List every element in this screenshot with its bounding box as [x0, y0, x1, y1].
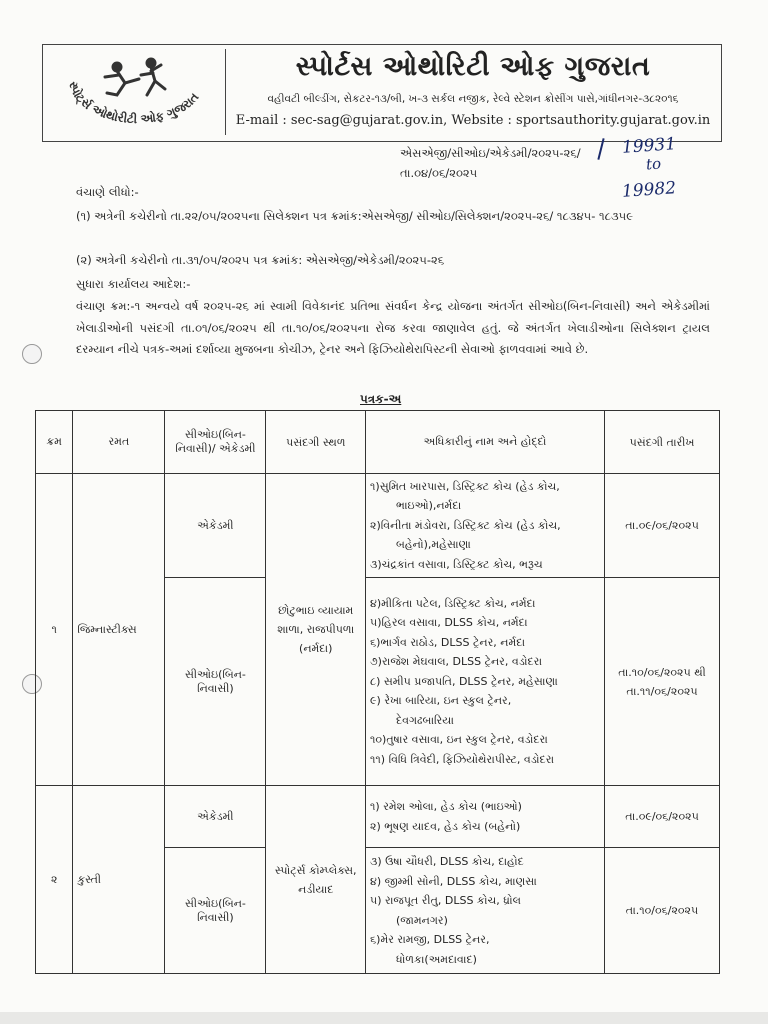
- officer-line: ૧૦)તુષાર વસાવા, ઇન સ્કુલ ટ્રેનર, વડોદરા: [370, 733, 548, 747]
- row-type-academy: એકેડમી: [165, 474, 266, 578]
- officer-line: ૪) જીમ્મી સોની, DLSS કોચ, માણસા: [370, 874, 537, 888]
- table-row: [36, 786, 720, 848]
- header-officers: અધિકારીનું નામ અને હોદ્દો: [366, 411, 605, 474]
- org-name: સ્પોર્ટસ ઓથોરિટી ઓફ ગુજરાત: [295, 51, 651, 82]
- svg-text:સ્પોર્ટ્સ ઓથોરીટી ઓફ ગુજરાત: [66, 80, 201, 126]
- row-sport: જિમ્નાસ્ટીક્સ: [73, 474, 165, 786]
- row-officers: [366, 474, 605, 578]
- logo: [47, 49, 226, 135]
- officer-line: ભાઇઓ),નર્મદા: [396, 499, 462, 513]
- order-title: સુધારા કાર્યાલય આદેશ:-: [76, 277, 191, 291]
- officer-line: ૩) ઉષા ચૌધરી, DLSS કોચ, દાહોદ: [370, 855, 524, 868]
- table-header-row: [36, 411, 720, 474]
- officer-line: ૩)ચંદ્રકાંત વસાવા, ડિસ્ટ્રિક્ટ કોચ, ભરૂચ: [370, 557, 543, 571]
- header-date: પસંદગી તારીખ: [605, 411, 720, 474]
- row-officers: [366, 578, 605, 786]
- annex-title: પત્રક-અ: [360, 392, 402, 406]
- handwritten-to: to: [645, 154, 662, 174]
- row-type-coe: સીઓઇ(બિન-નિવાસી): [165, 578, 266, 786]
- letterhead: [42, 44, 722, 142]
- row-date: તા.૧૦/૦૬/૨૦૨૫: [605, 848, 720, 974]
- read-item-2: (૨) અત્રેની કચેરીનો તા.૩૧/૦૫/૨૦૨૫ પત્ર ક્રમાંક: એસએજી/એકેડમી/૨૦૨૫-૨૬: [76, 253, 445, 267]
- officer-line: (જામનગર): [396, 913, 448, 927]
- officer-line: ૨)વિનીતા મંડોવરા, ડિસ્ટ્રિક્ટ કોચ (હેડ કોચ,: [370, 518, 561, 532]
- officer-line: બહેનો),મહેસાણા: [396, 538, 471, 552]
- reference-number: એસએજી/સીઓઇ/એકેડમી/૨૦૨૫-૨૬/: [400, 146, 581, 160]
- row-date: તા.૧૦/૦૬/૨૦૨૫ થી તા.૧૧/૦૬/૨૦૨૫: [605, 578, 720, 786]
- row-venue: સ્પોર્ટ્સ કોમ્પ્લેક્સ, નડીયાદ: [266, 786, 366, 974]
- read-title: વંચાણે લીધો:-: [76, 185, 139, 199]
- officer-line: ૯) રેખા બારિયા, ઇન સ્કુલ ટ્રેનર,: [370, 694, 512, 708]
- org-contact: E-mail : sec-sag@gujarat.gov.in, Website : sportsauthority.gujarat.gov.in: [235, 113, 711, 128]
- reference-date: તા.૦૪/૦૬/૨૦૨૫: [400, 166, 478, 180]
- row-serial: ૧: [36, 474, 73, 786]
- officer-line: ૭)રાજેશ મેઘવાલ, DLSS ટ્રેનર, વડોદરા: [370, 655, 543, 669]
- officers-table: [35, 410, 720, 974]
- officer-line: ૬)મેર રામજી, DLSS ટ્રેનર,: [370, 933, 490, 946]
- page-edge: [0, 1012, 768, 1024]
- officer-line: ૧)સુમિત ખારપાસ, ડિસ્ટ્રિક્ટ કોચ (હેડ કોચ,: [370, 479, 560, 493]
- officer-line: ૧૧) વિધિ ત્રિવેદી, ફિઝિયોથેરાપીસ્ટ, વડોદરા: [370, 752, 555, 766]
- officer-line: દેવગઢબારિયા: [396, 713, 454, 727]
- read-item-1: (૧) અત્રેની કચેરીનો તા.૨૨/૦૫/૨૦૨૫ના સિલેક્શન પત્ર ક્રમાંક:એસએજી/ સીઓઇ/સિલેક્શન/૨૦૨૫-૨૬/ ૧૮૩૪૫- ૧૮૩૫૯: [76, 209, 634, 223]
- officer-line: ૨) ભૂષણ યાદવ, હેડ કોચ (બહેનો): [370, 819, 521, 833]
- officer-line: ૧) રમેશ ઓલા, હેડ કોચ (ભાઇઓ): [370, 800, 522, 813]
- row-serial: ૨: [36, 786, 73, 974]
- header-type: સીઓઇ(બિન-નિવાસી)/ એકેડમી: [165, 411, 266, 474]
- header-serial: ક્રમ: [36, 411, 73, 474]
- row-sport: કુસ્તી: [73, 786, 165, 974]
- row-date: તા.૦૯/૦૬/૨૦૨૫: [605, 474, 720, 578]
- body-paragraph: વંચાણ ક્રમ:-૧ અન્વયે વર્ષ ૨૦૨૫-૨૬ માં સ્વામી વિવેકાનંદ પ્રતિભા સંવર્ધન કેન્દ્ર યોજના અંતર્ગત સીઓઇ(બિન-નિવાસી) અને એકેડમીમાં ખેલાડીઓની પસંદગી તા.૦૧/૦૬/૨૦૨૫ થી તા.૧૦/૦૬/૨૦૨૫ના રોજ કરવા જાણાવેલ હતું. જે અંતર્ગત ખેલાડીઓના સિલેક્શન ટ્રાયલ દરમ્યાન નીચે પત્રક-અમાં દર્શાવ્યા મુજબના કોચીઝ, ટ્રેનર અને ફિઝિયોથેરાપિસ્ટની સેવાઓ ફાળવવામાં આવે છે.: [76, 299, 710, 356]
- header-sport: રમત: [73, 411, 165, 474]
- header-venue: પસંદગી સ્થળ: [266, 411, 366, 474]
- logo-text: સ્પોર્ટ્સ ઓથોરીટી ઓફ ગુજરાત: [66, 80, 202, 127]
- row-venue: છોટુભાઇ વ્યાયામ શાળા, રાજપીપળા (નર્મદા): [266, 474, 366, 786]
- row-officers: [366, 786, 605, 848]
- handwritten-number-start: 19931: [621, 134, 677, 158]
- sports-authority-logo-icon: [47, 49, 225, 135]
- handwritten-number-end: 19982: [621, 178, 677, 202]
- punch-hole-icon: [22, 344, 42, 364]
- org-address: વહીવટી બીલ્ડીંગ, સેકટર-૧૩/બી, ખ-૩ સર્કલ નજીક, રેલ્વે સ્ટેશન ક્રોસીંગ પાસે,ગાંધીનગર-૩૮૨૦૧૬: [267, 93, 679, 105]
- row-type-coe: સીઓઇ(બિન-નિવાસી): [165, 848, 266, 974]
- row-type-academy: એકેડમી: [165, 786, 266, 848]
- row-date: તા.૦૯/૦૬/૨૦૨૫: [605, 786, 720, 848]
- officer-line: ૫)હિરલ વસાવા, DLSS કોચ, નર્મદા: [370, 616, 528, 630]
- officer-line: ૬)ભાર્ગવ રાઠોડ, DLSS ટ્રેનર, નર્મદા: [370, 635, 526, 649]
- officer-line: ૮) સમીપ પ્રજાપતિ, DLSS ટ્રેનર, મહેસાણા: [370, 674, 558, 688]
- officer-line: ૫) રાજપૂત રીતુ, DLSS કોચ, ધ્રોલ: [370, 894, 521, 907]
- officer-line: ધોળકા(અમદાવાદ): [396, 952, 477, 966]
- officer-line: ૪)મીકિતા પટેલ, ડિસ્ટ્રિક્ટ કોચ, નર્મદા: [370, 596, 536, 610]
- table-row: [36, 474, 720, 578]
- row-officers: [366, 848, 605, 974]
